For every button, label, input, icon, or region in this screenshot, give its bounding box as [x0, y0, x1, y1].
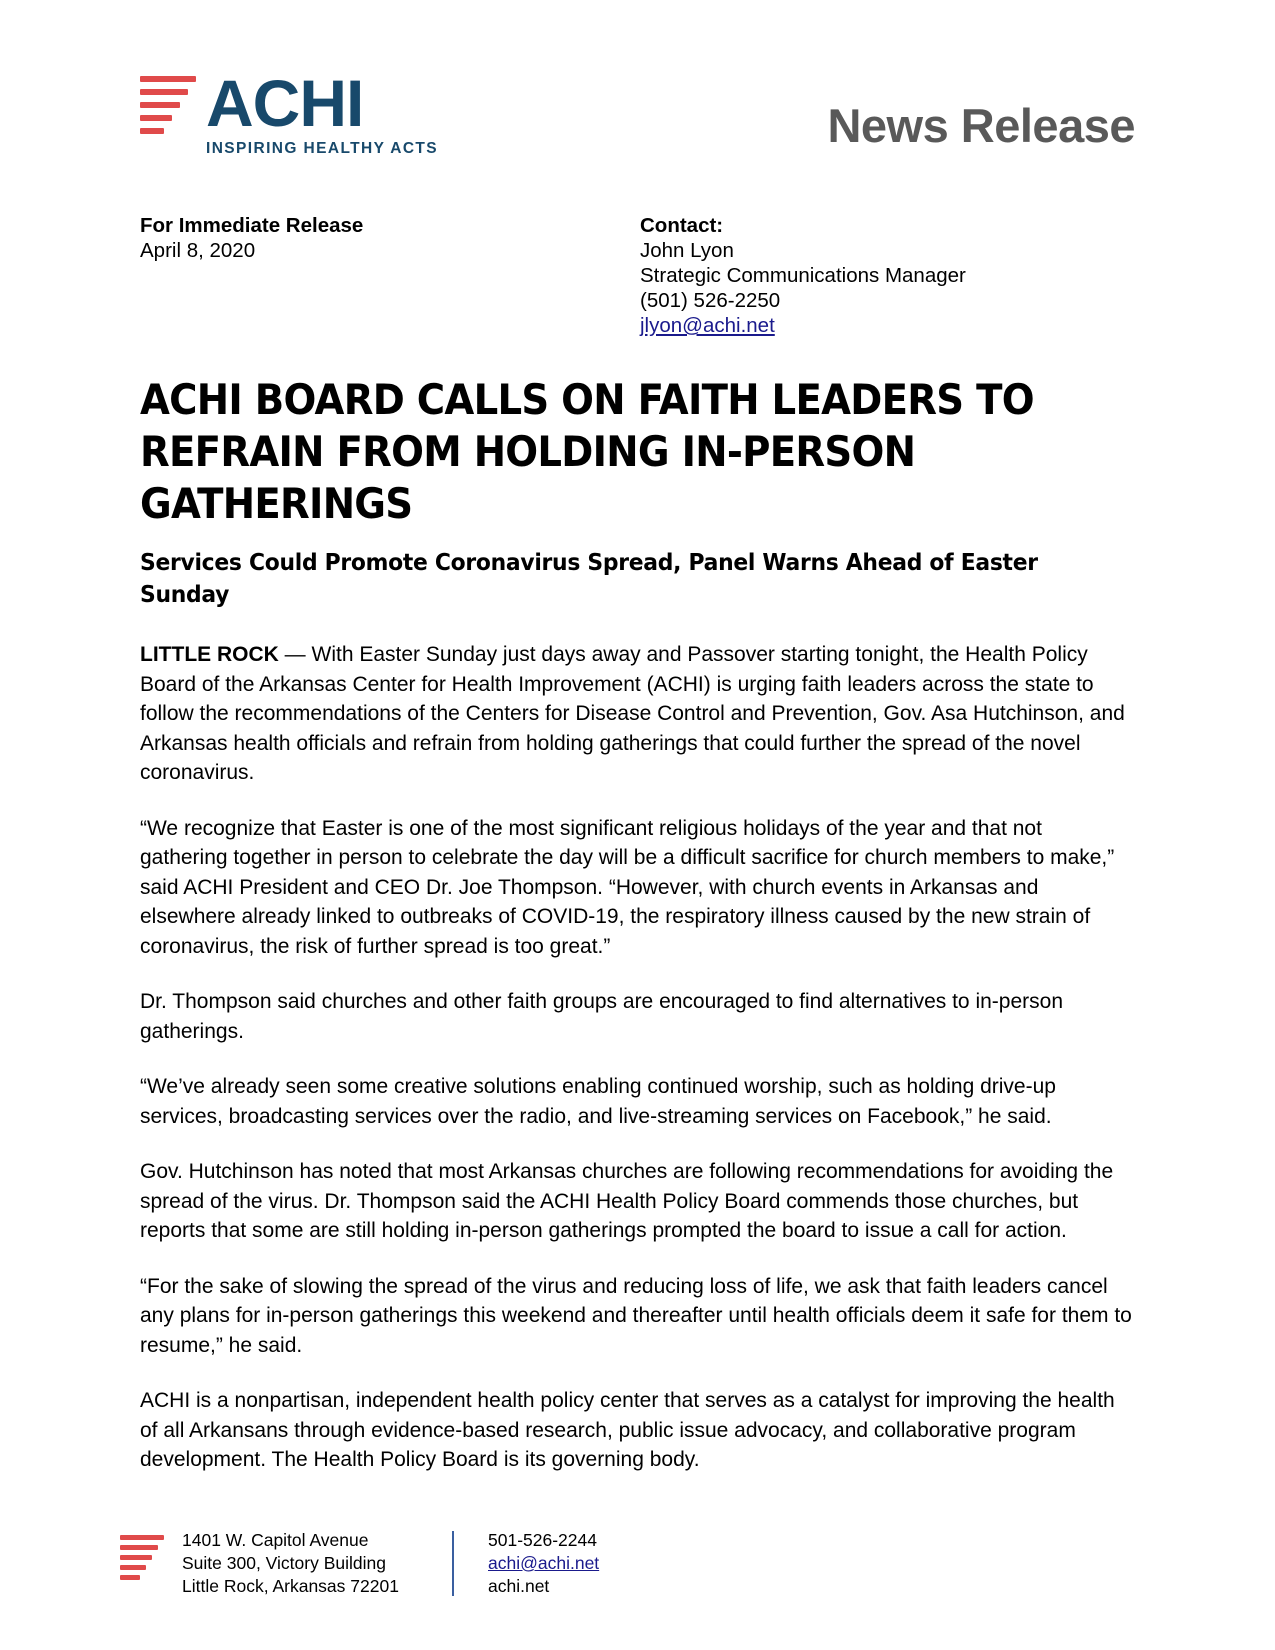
release-date: April 8, 2020: [140, 239, 256, 262]
article-subhead: Services Could Promote Coronavirus Spread, Panel Warns Ahead of Easter Sunday: [140, 548, 1038, 608]
contact-name: John Lyon: [640, 239, 734, 262]
dateline: LITTLE ROCK: [140, 643, 279, 666]
footer-bars-icon: [120, 1529, 164, 1585]
footer-website[interactable]: achi.net: [488, 1576, 550, 1596]
footer-phone: 501-526-2244: [488, 1530, 597, 1550]
logo-text: [206, 66, 439, 158]
release-meta: [140, 213, 1135, 338]
footer-address: [182, 1529, 452, 1598]
release-label: For Immediate Release: [140, 214, 364, 237]
release-info: [140, 213, 640, 338]
logo-bars-icon: [140, 72, 196, 134]
footer-contact: [488, 1529, 599, 1598]
paragraph-7: ACHI is a nonpartisan, independent health policy center that serves as a catalyst for improving the health of all Arkansans through evidence-based research, public issue advocacy, and collaborative program development. The Health Policy Board is its governing body.: [140, 1389, 1115, 1471]
footer-address-line1: 1401 W. Capitol Avenue: [182, 1530, 369, 1550]
footer-address-line3: Little Rock, Arkansas 72201: [182, 1576, 399, 1596]
paragraph-6: “For the sake of slowing the spread of the virus and reducing loss of life, we ask that faith leaders cancel any plans for in-person gatherings this weekend and thereafter until health officials deem it safe for them to resume,” he said.: [140, 1274, 1132, 1357]
article-body: [140, 640, 1135, 1475]
document-header: [140, 60, 1135, 185]
footer-address-line2: Suite 300, Victory Building: [182, 1553, 386, 1573]
footer-divider: [452, 1531, 454, 1596]
contact-info: [640, 213, 1135, 338]
document-footer: [120, 1529, 1155, 1598]
article-headline: ACHI BOARD CALLS ON FAITH LEADERS TO REFRAIN FROM HOLDING IN-PERSON GATHERINGS: [140, 375, 1034, 528]
document-type-title: News Release: [827, 99, 1135, 152]
paragraph-3: Dr. Thompson said churches and other faith groups are encouraged to find alternatives to in-person gatherings.: [140, 990, 1063, 1043]
logo-wordmark: ACHI: [206, 66, 364, 140]
paragraph-2: “We recognize that Easter is one of the most significant religious holidays of the year and that not gathering together in person to celebrate the day will be a difficult sacrifice for church members to make,” said ACHI President and CEO Dr. Joe Thompson. “However, with church events in Arkansas and elsewhere already linked to outbreaks of COVID-19, the respiratory illness caused by the new strain of coronavirus, the risk of further spread is too great.”: [140, 816, 1115, 958]
paragraph-5: Gov. Hutchinson has noted that most Arkansas churches are following recommendations for avoiding the spread of the virus. Dr. Thompson said the ACHI Health Policy Board commends those churches, but reports that some are still holding in-person gatherings prompted the board to issue a call for action.: [140, 1160, 1114, 1242]
achi-logo: [140, 60, 438, 158]
footer-email-link[interactable]: achi@achi.net: [488, 1553, 600, 1573]
contact-title: Strategic Communications Manager: [640, 264, 966, 287]
contact-phone: (501) 526-2250: [640, 289, 781, 312]
paragraph-1: [140, 640, 1135, 788]
contact-email-link[interactable]: jlyon@achi.net: [640, 314, 775, 337]
logo-tagline: INSPIRING HEALTHY ACTS: [206, 140, 439, 157]
contact-label: Contact:: [640, 214, 724, 237]
paragraph-4: “We’ve already seen some creative solutions enabling continued worship, such as holding drive-up services, broadcasting services over the radio, and live-streaming services on Facebook,” he said.: [140, 1075, 1056, 1128]
paragraph-1-text: — With Easter Sunday just days away and Passover starting tonight, the Health Policy Board of the Arkansas Center for Health Improvement (ACHI) is urging faith leaders across the state to follow the recommendations of the Centers for Disease Control and Prevention, Gov. Asa Hutchinson, and Arkansas health officials and refrain from holding gatherings that could further the spread of the novel coronavirus.: [140, 643, 1125, 784]
